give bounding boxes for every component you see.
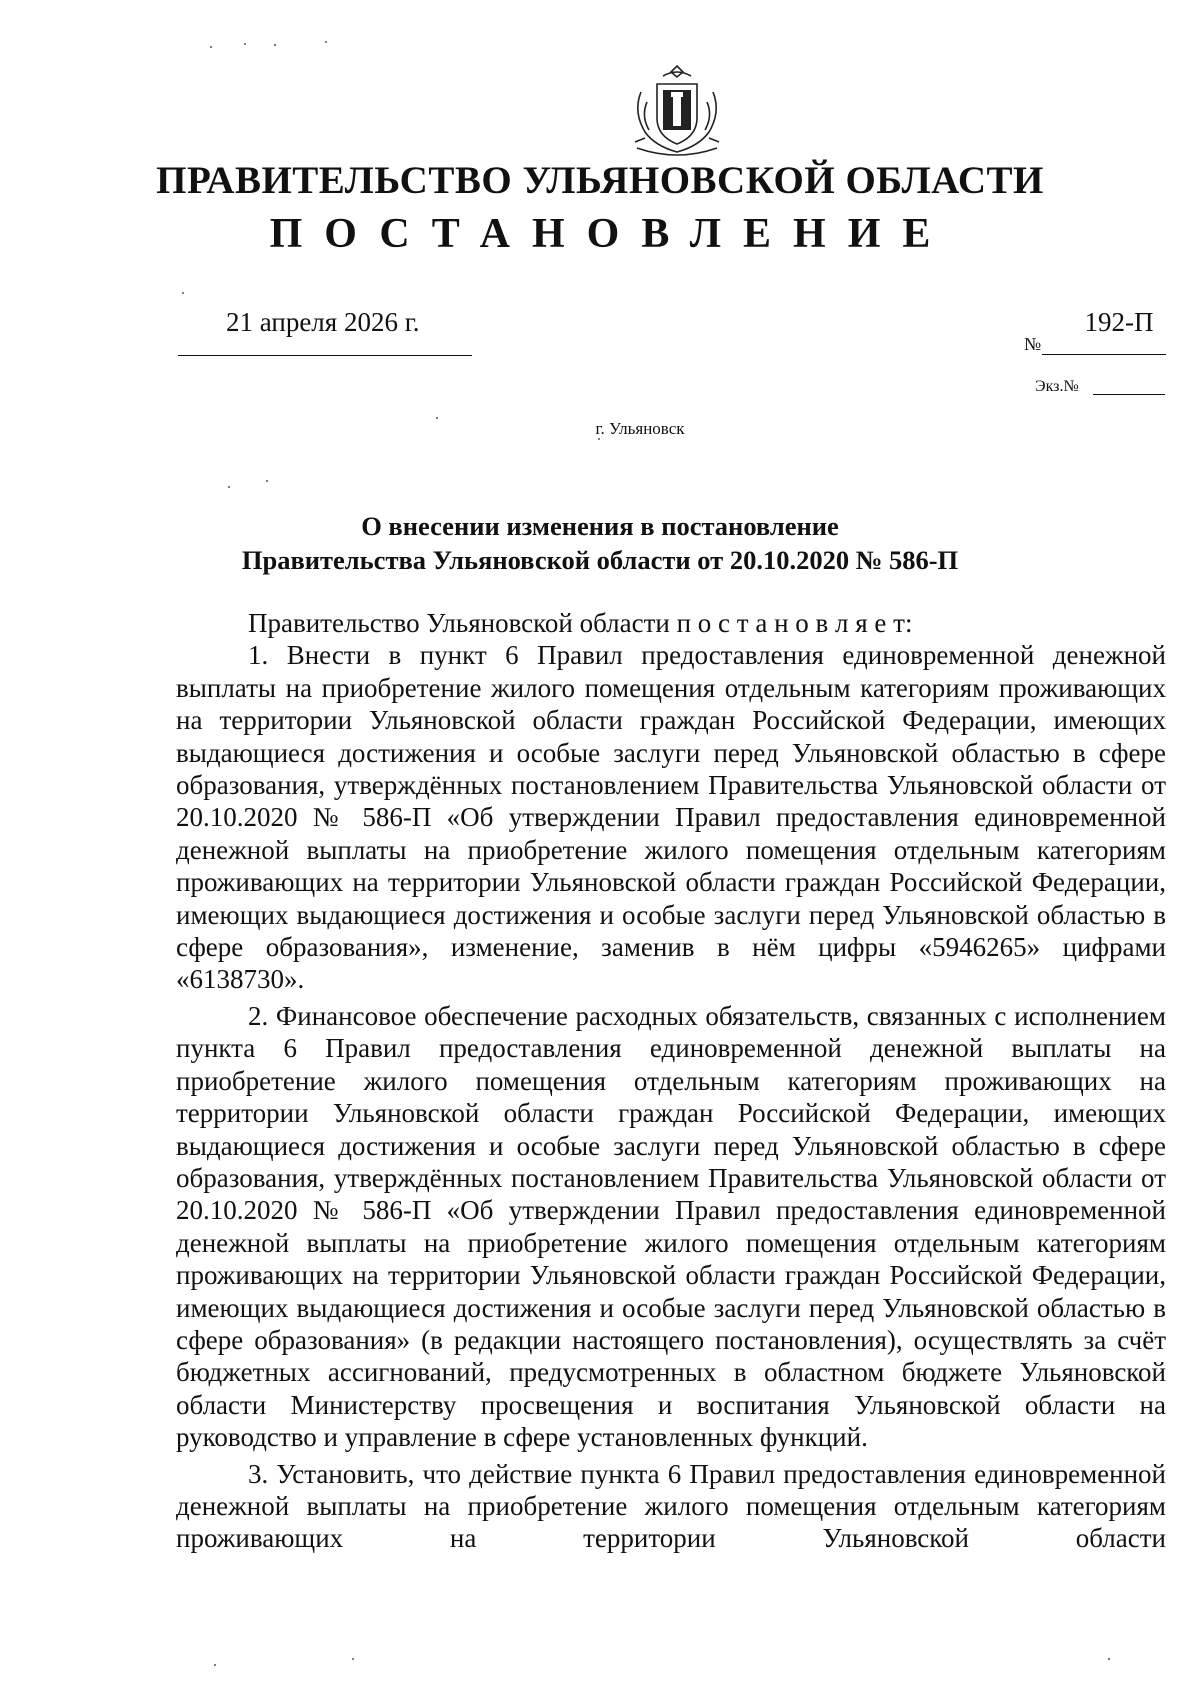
title-line-1: О внесении изменения в постановление <box>361 511 839 541</box>
organization-name: ПРАВИТЕЛЬСТВО УЛЬЯНОВСКОЙ ОБЛАСТИ <box>156 159 1044 202</box>
copy-underline <box>1093 394 1165 395</box>
scan-speck <box>182 292 184 294</box>
scan-speck <box>1108 1658 1110 1660</box>
scan-speck <box>325 41 327 43</box>
scan-speck <box>436 417 438 419</box>
number-label: № <box>1024 334 1042 354</box>
paragraph-1: 1. Внести в пункт 6 Правил предоставления единовременной денежной выплаты на приобретение жилого помещения отдельным категориям проживающих на территории Ульяновской области граждан Российской Федерации, имеющих выдающиеся достижения и особые заслуги перед Ульяновской областью в сфере образования, утверждённых постановлением Правительства Ульяновской области от 20.10.2020 № 586-П «Об утверждении Правил предоставления единовременной денежной выплаты на приобретение жилого помещения отдельным категориям проживающих на территории Ульяновской области граждан Российской Федерации, имеющих выдающиеся достижения и особые заслуги перед Ульяновской областью в сфере образования», изменение, заменив в нём цифры «5946265» цифрами «6138730». <box>176 640 1166 995</box>
intro-paragraph: Правительство Ульяновской области п о с т а н о в л я е т: <box>248 608 913 638</box>
document-body <box>176 607 1166 1555</box>
number-underline <box>1042 354 1166 355</box>
scan-speck <box>352 1658 354 1660</box>
title-line-2: Правительства Ульяновской области от 20.10.2020 № 586-П <box>241 545 959 575</box>
city: г. Ульяновск <box>595 419 685 438</box>
document-number: 192-П <box>1084 307 1154 337</box>
scan-speck <box>274 44 276 46</box>
scan-speck <box>598 438 600 440</box>
scan-speck <box>228 486 230 488</box>
document-date: 21 апреля 2026 г. <box>226 307 420 337</box>
scan-speck <box>244 43 246 45</box>
scan-speck <box>214 1664 216 1666</box>
document-title <box>0 509 1200 577</box>
paragraph-3: 3. Установить, что действие пункта 6 Правил предоставления единовременной денежной выплаты на приобретение жилого помещения отдельным категориям проживающих на территории Ульяновской области <box>176 1458 1166 1554</box>
scan-speck <box>266 480 268 482</box>
scan-speck <box>210 46 212 48</box>
paragraph-2: 2. Финансовое обеспечение расходных обязательств, связанных с исполнением пункта 6 Правил предоставления единовременной денежной выплаты на приобретение жилого помещения отдельным категориям проживающих на территории Ульяновской области граждан Российской Федерации, имеющих выдающиеся достижения и особые заслуги перед Ульяновской областью в сфере образования, утверждённых постановлением Правительства Ульяновской области от 20.10.2020 № 586-П «Об утверждении Правил предоставления единовременной денежной выплаты на приобретение жилого помещения отдельным категориям проживающих на территории Ульяновской области граждан Российской Федерации, имеющих выдающиеся достижения и особые заслуги перед Ульяновской областью в сфере образования» (в редакции настоящего постановления), осуществлять за счёт бюджетных ассигнований, предусмотренных в областном бюджете Ульяновской области Министерству просвещения и воспитания Ульяновской области на руководство и управление в сфере установленных функций. <box>176 1000 1166 1453</box>
copy-label: Экз.№ <box>1035 378 1079 395</box>
coat-of-arms-emblem <box>627 62 727 158</box>
date-underline <box>178 355 472 356</box>
document-type: ПОСТАНОВЛЕНИЕ <box>269 211 953 257</box>
